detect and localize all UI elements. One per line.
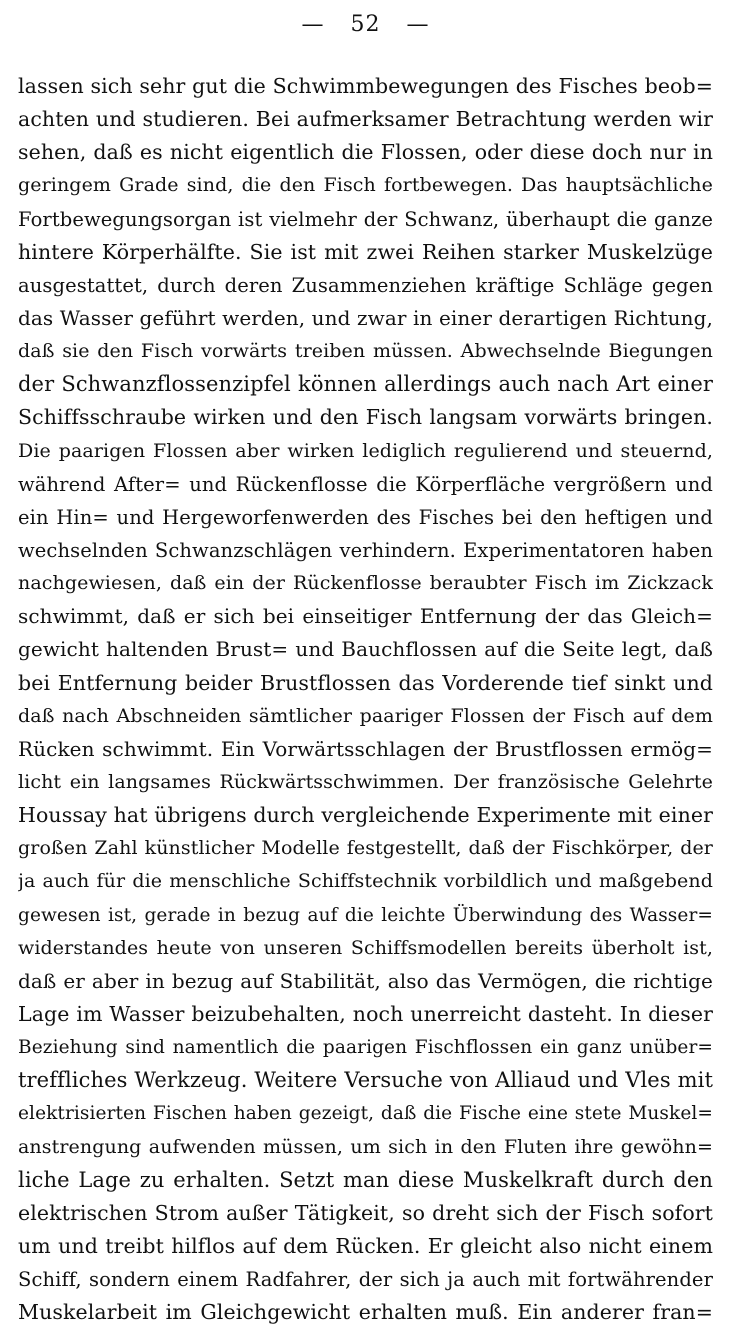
text-line: ja auch für die menschliche Schiffstechnik vorbildlich und maßgebend [18, 870, 713, 893]
text-line: während After= und Rückenflosse die Körperfläche vergrößern und [18, 472, 713, 496]
text-line: gewesen ist, gerade in bezug auf die leichte Überwindung des Wasser= [18, 904, 713, 926]
text-line: Die paarigen Flossen aber wirken lediglich regulierend und steuernd, [18, 439, 713, 462]
text-line: um und treibt hilflos auf dem Rücken. Er gleicht also nicht einem [18, 1233, 713, 1258]
text-line: anstrengung aufwenden müssen, um sich in den Fluten ihre gewöhn= [18, 1135, 713, 1158]
text-line: das Wasser geführt werden, und zwar in einer derartigen Richtung, [18, 305, 713, 330]
text-line: bei Entfernung beider Brustflossen das Vorderende tief sinkt und [18, 670, 713, 695]
text-line: Schiffsschraube wirken und den Fisch langsam vorwärts bringen. [18, 405, 713, 430]
text-line: hintere Körperhälfte. Sie ist mit zwei Reihen starker Muskelzüge [18, 239, 713, 264]
text-line: Fortbewegungsorgan ist vielmehr der Schwanz, überhaupt die ganze [18, 207, 713, 231]
text-line: elektrisierten Fischen haben gezeigt, daß die Fische eine stete Muskel= [18, 1103, 713, 1125]
text-line: widerstandes heute von unseren Schiffsmodellen bereits überholt ist, [18, 936, 713, 959]
text-line: schwimmt, daß er sich bei einseitiger Entfernung der das Gleich= [18, 604, 713, 629]
text-line: geringem Grade sind, die den Fisch fortbewegen. Das hauptsächliche [18, 174, 713, 197]
page-header [0, 10, 731, 40]
text-line: Beziehung sind namentlich die paarigen Fischflossen ein ganz unüber= [18, 1037, 713, 1059]
page-number: 52 [350, 12, 381, 37]
text-line: achten und studieren. Bei aufmerksamer Betrachtung werden wir [18, 107, 713, 132]
text-line: daß nach Abschneiden sämtlicher paariger Flossen der Fisch auf dem [18, 704, 713, 727]
text-line: ein Hin= und Hergeworfenwerden des Fisches bei den heftigen und [18, 505, 713, 529]
text-line: elektrischen Strom außer Tätigkeit, so dreht sich der Fisch sofort [18, 1200, 713, 1225]
text-line: Lage im Wasser beizubehalten, noch unerreicht dasteht. In dieser [18, 1001, 713, 1026]
text-line: licht ein langsames Rückwärtsschwimmen. Der französische Gelehrte [18, 770, 713, 793]
text-line: nachgewiesen, daß ein der Rückenflosse beraubter Fisch im Zickzack [18, 572, 713, 595]
body-text [18, 70, 713, 1329]
text-line: liche Lage zu erhalten. Setzt man diese Muskelkraft durch den [18, 1167, 713, 1192]
text-line: lassen sich sehr gut die Schwimmbewegungen des Fisches beob= [18, 74, 713, 98]
header-dash-right: — [406, 12, 430, 37]
text-line: daß er aber in bezug auf Stabilität, also das Vermögen, die richtige [18, 968, 713, 993]
header-dash-left: — [301, 12, 325, 37]
text-line: sehen, daß es nicht eigentlich die Flossen, oder diese doch nur in [18, 140, 713, 165]
text-line: treffliches Werkzeug. Weitere Versuche von Alliaud und Vles mit [18, 1068, 713, 1093]
text-line: großen Zahl künstlicher Modelle festgestellt, daß der Fischkörper, der [18, 837, 713, 860]
text-line: ausgestattet, durch deren Zusammenziehen kräftige Schläge gegen [18, 273, 713, 297]
text-line: wechselnden Schwanzschlägen verhindern. Experimentatoren haben [18, 538, 713, 562]
text-line: daß sie den Fisch vorwärts treiben müssen. Abwechselnde Biegungen [18, 340, 713, 363]
text-line: Schiff, sondern einem Radfahrer, der sich ja auch mit fortwährender [18, 1268, 713, 1292]
text-line: der Schwanzflossenzipfel können allerdings auch nach Art einer [18, 372, 713, 397]
text-line: Houssay hat übrigens durch vergleichende Experimente mit einer [18, 803, 713, 828]
text-line: Rücken schwimmt. Ein Vorwärtsschlagen der Brustflossen ermög= [18, 736, 713, 761]
text-line: gewicht haltenden Brust= und Bauchflossen auf die Seite legt, daß [18, 637, 713, 662]
text-line: Muskelarbeit im Gleichgewicht erhalten muß. Ein anderer fran= [18, 1300, 713, 1325]
